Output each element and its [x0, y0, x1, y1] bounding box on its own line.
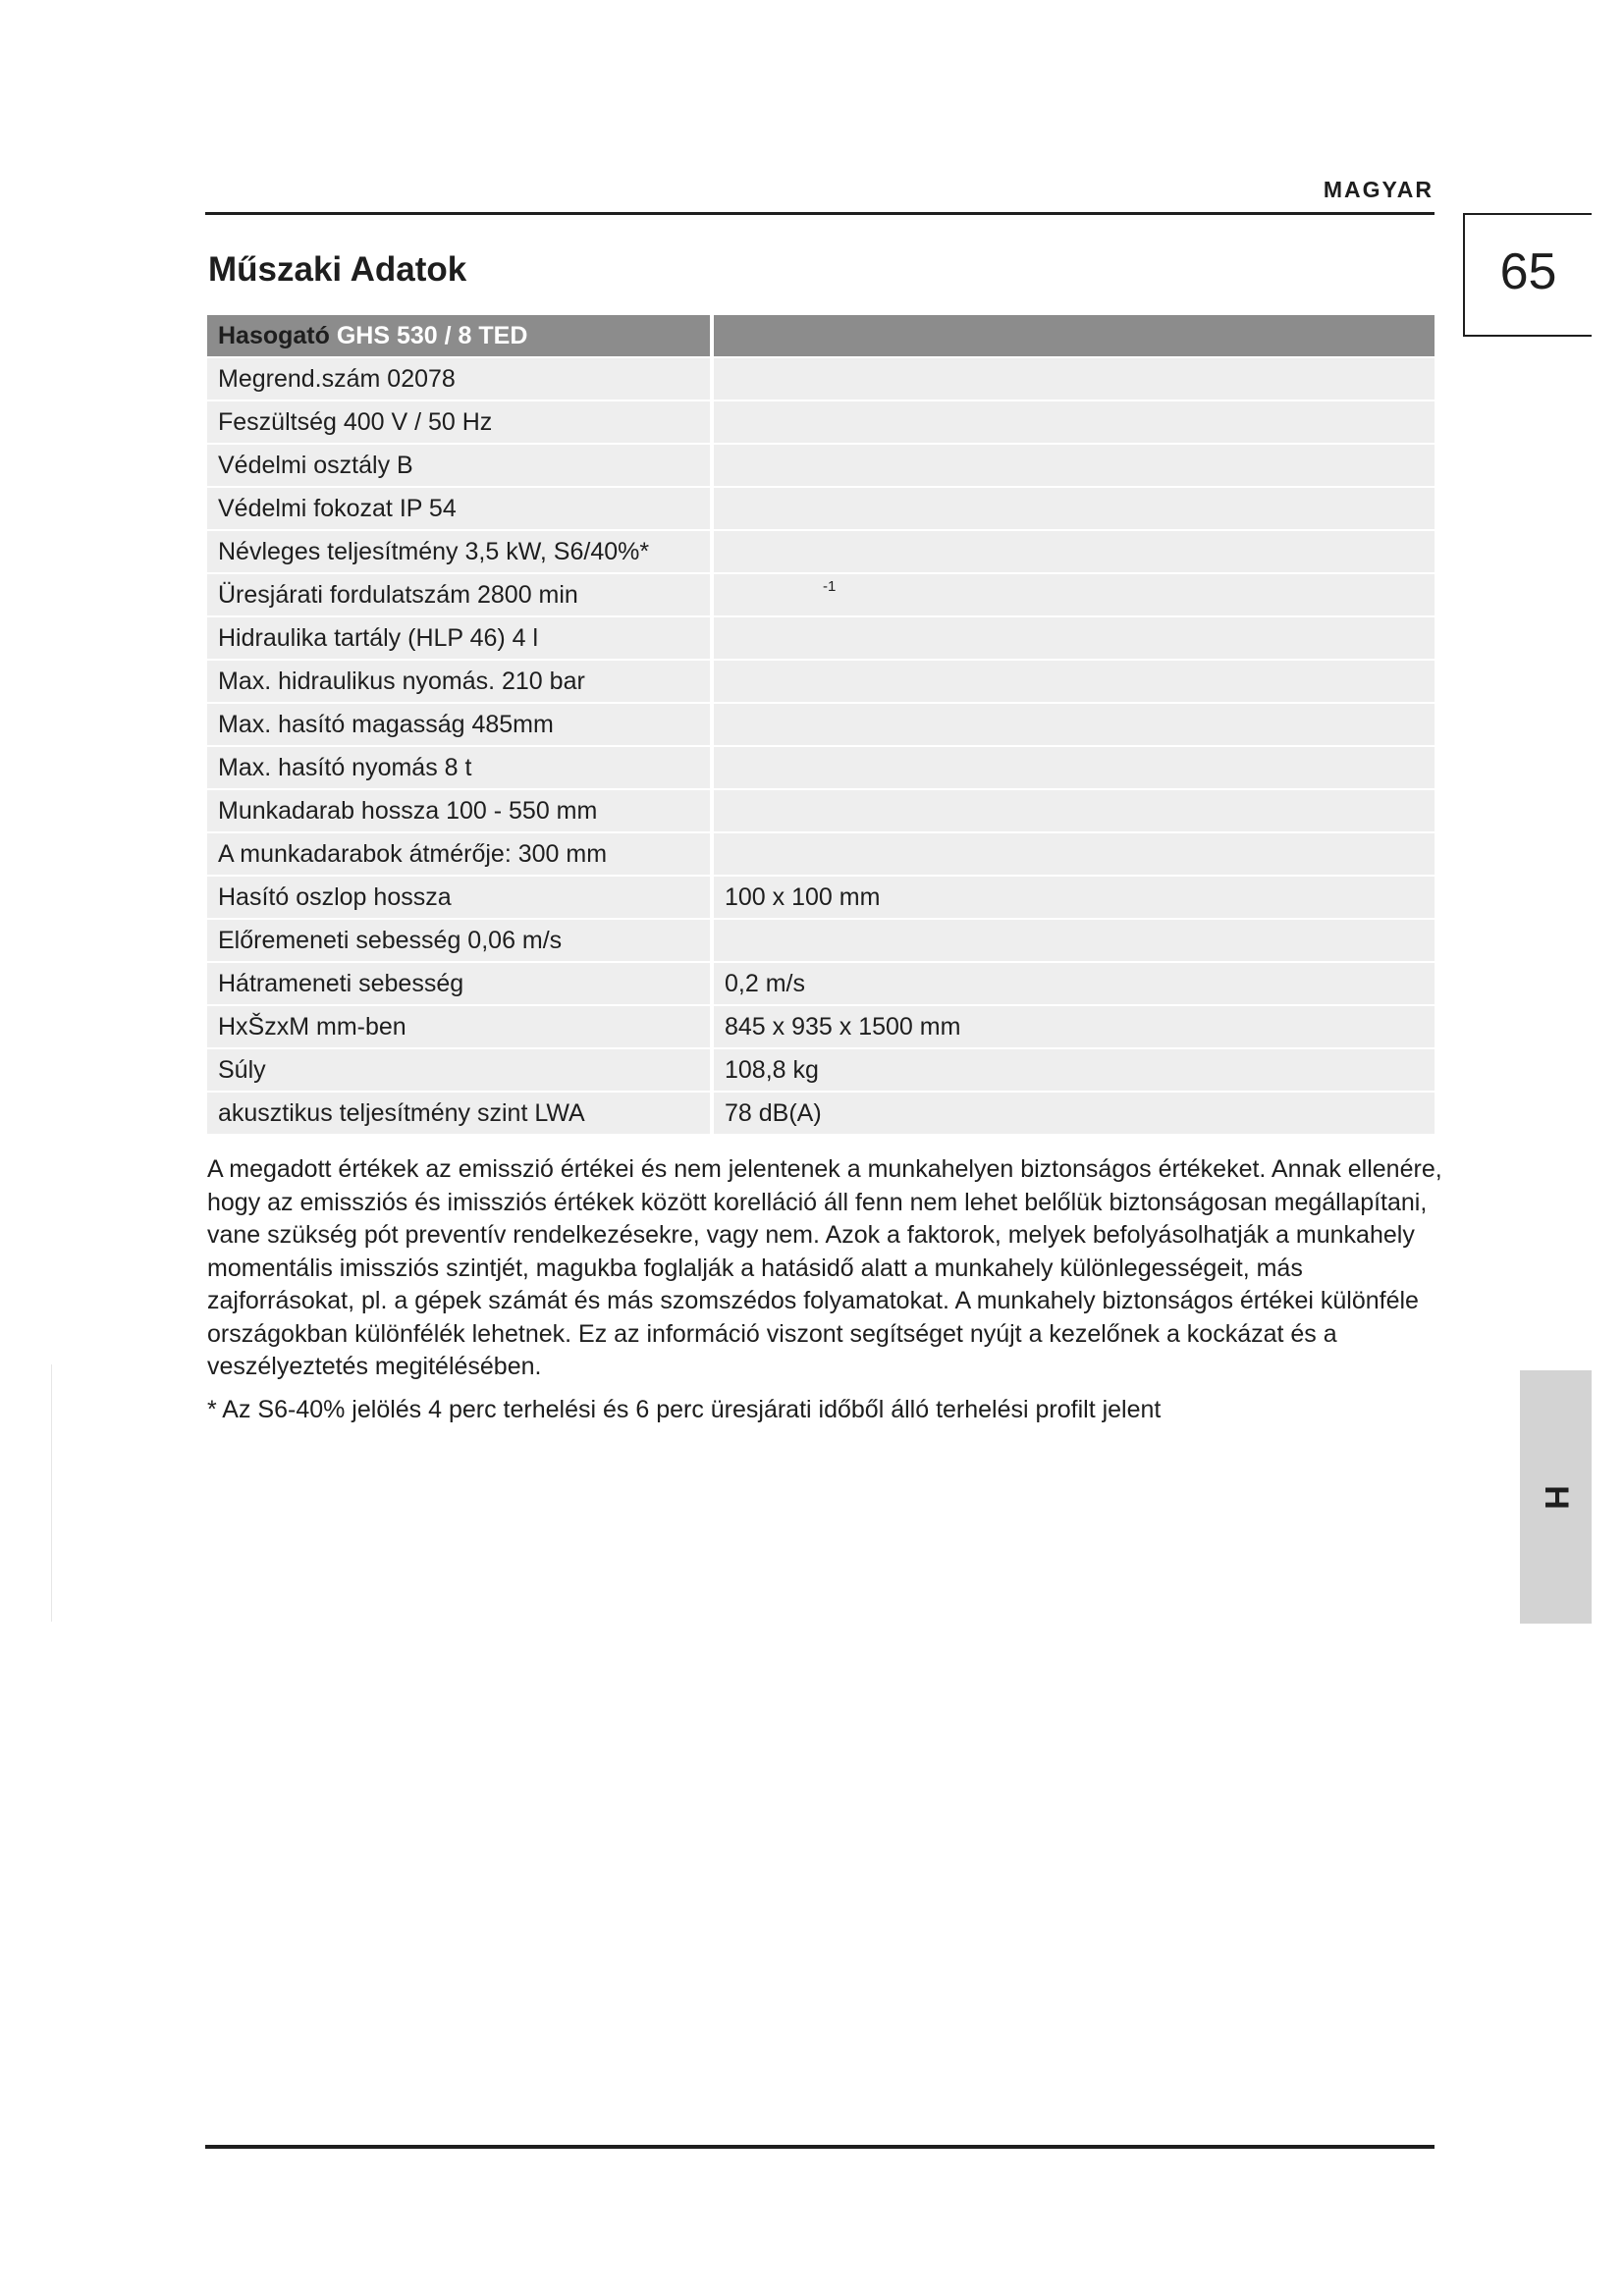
spec-row: [207, 574, 1435, 617]
spec-header-empty-cell: [714, 315, 1435, 356]
spec-value-text: 845 x 935 x 1500 mm: [725, 1013, 961, 1041]
spec-value: [714, 488, 1435, 529]
top-rule: [205, 212, 1435, 215]
spec-row: [207, 401, 1435, 445]
spec-header-model: GHS 530 / 8 TED: [329, 322, 528, 349]
spec-label: Üresjárati fordulatszám 2800 min: [207, 574, 710, 615]
unit-superscript: -1: [823, 578, 837, 595]
spec-row: [207, 920, 1435, 963]
spec-value-text: 0,2 m/s: [725, 970, 805, 997]
spec-row: [207, 531, 1435, 574]
section-title: Műszaki Adatok: [208, 250, 467, 289]
page-number: 65: [1499, 243, 1557, 300]
spec-label: Munkadarab hossza 100 - 550 mm: [207, 790, 710, 831]
spec-row: [207, 1093, 1435, 1136]
spec-label: Feszültség 400 V / 50 Hz: [207, 401, 710, 443]
spec-row: [207, 704, 1435, 747]
spec-label: Hátrameneti sebesség: [207, 963, 710, 1004]
spec-row: [207, 1006, 1435, 1049]
margin-line: [51, 1364, 52, 1622]
spec-label: Max. hasító nyomás 8 t: [207, 747, 710, 788]
language-side-tab: [1520, 1370, 1592, 1624]
spec-label: Védelmi osztály B: [207, 445, 710, 486]
spec-value: [714, 617, 1435, 659]
spec-value: [714, 1093, 1435, 1134]
spec-label: Névleges teljesítmény 3,5 kW, S6/40%*: [207, 531, 710, 572]
spec-value: [714, 747, 1435, 788]
spec-value: [714, 877, 1435, 918]
spec-value: [714, 531, 1435, 572]
spec-label: Súly: [207, 1049, 710, 1091]
spec-row: [207, 833, 1435, 877]
spec-row: [207, 1049, 1435, 1093]
spec-value-text: 78 dB(A): [725, 1099, 822, 1127]
emission-paragraph: A megadott értékek az emisszió értékei és nem jelentenek a munkahelyen biztonságos értékeket. Annak ellenére, hogy az emissziós és imissziós értékek között korelláció áll fenn nem lehet belőlük biztonságosan megállapítani, vane szükség pót preventív rendelkezésekre, vagy nem. Azok a faktorok, melyek befolyásolhatják a munkahely momentális imissziós szintjét, magukba foglalják a hatásidő alatt a munkahely különlegességeit, más zajforrásokat, pl. a gépek számát és más szomszédos folyamatokat. A munkahely biztonságos értékei különféle országokban különfélék lehetnek. Ez az információ viszont segítséget nyújt a kezelőnek a kockázat és a veszélyeztetés megitélésében.: [207, 1155, 1442, 1380]
spec-label: Előremeneti sebesség 0,06 m/s: [207, 920, 710, 961]
spec-value: [714, 1049, 1435, 1091]
language-label: MAGYAR: [1323, 177, 1434, 202]
spec-value: [714, 920, 1435, 961]
spec-label: Max. hidraulikus nyomás. 210 bar: [207, 661, 710, 702]
spec-header-cell: [207, 315, 710, 356]
spec-value: [714, 401, 1435, 443]
spec-row: [207, 488, 1435, 531]
spec-label: HxŠzxM mm-ben: [207, 1006, 710, 1047]
spec-header-label: Hasogató: [218, 322, 330, 349]
spec-value-text: 108,8 kg: [725, 1056, 819, 1084]
spec-row: [207, 445, 1435, 488]
spec-value: [714, 445, 1435, 486]
spec-value: [714, 661, 1435, 702]
spec-value: [714, 574, 1435, 615]
spec-row: [207, 661, 1435, 704]
spec-table: [207, 315, 1435, 1136]
spec-value-text: 100 x 100 mm: [725, 883, 881, 911]
page-number-box: [1463, 213, 1592, 337]
spec-rows: [207, 358, 1435, 1136]
spec-value: [714, 833, 1435, 875]
bottom-rule: [205, 2145, 1435, 2149]
spec-label: Max. hasító magasság 485mm: [207, 704, 710, 745]
footnote: * Az S6-40% jelölés 4 perc terhelési és 6 perc üresjárati időből álló terhelési profilt jelent: [207, 1396, 1162, 1423]
spec-row: [207, 877, 1435, 920]
spec-label: Megrend.szám 02078: [207, 358, 710, 400]
spec-value: [714, 790, 1435, 831]
spec-label: A munkadarabok átmérője: 300 mm: [207, 833, 710, 875]
spec-row: [207, 963, 1435, 1006]
spec-row: [207, 617, 1435, 661]
spec-value: [714, 704, 1435, 745]
spec-label: Hasító oszlop hossza: [207, 877, 710, 918]
spec-row: [207, 358, 1435, 401]
spec-label: Hidraulika tartály (HLP 46) 4 l: [207, 617, 710, 659]
spec-label: akusztikus teljesítmény szint LWA: [207, 1093, 710, 1134]
spec-label: Védelmi fokozat IP 54: [207, 488, 710, 529]
spec-row: [207, 790, 1435, 833]
spec-row: [207, 747, 1435, 790]
spec-value: [714, 358, 1435, 400]
spec-value: [714, 1006, 1435, 1047]
side-tab-letter: H: [1538, 1485, 1575, 1510]
spec-value: [714, 963, 1435, 1004]
spec-table-header: [207, 315, 1435, 358]
